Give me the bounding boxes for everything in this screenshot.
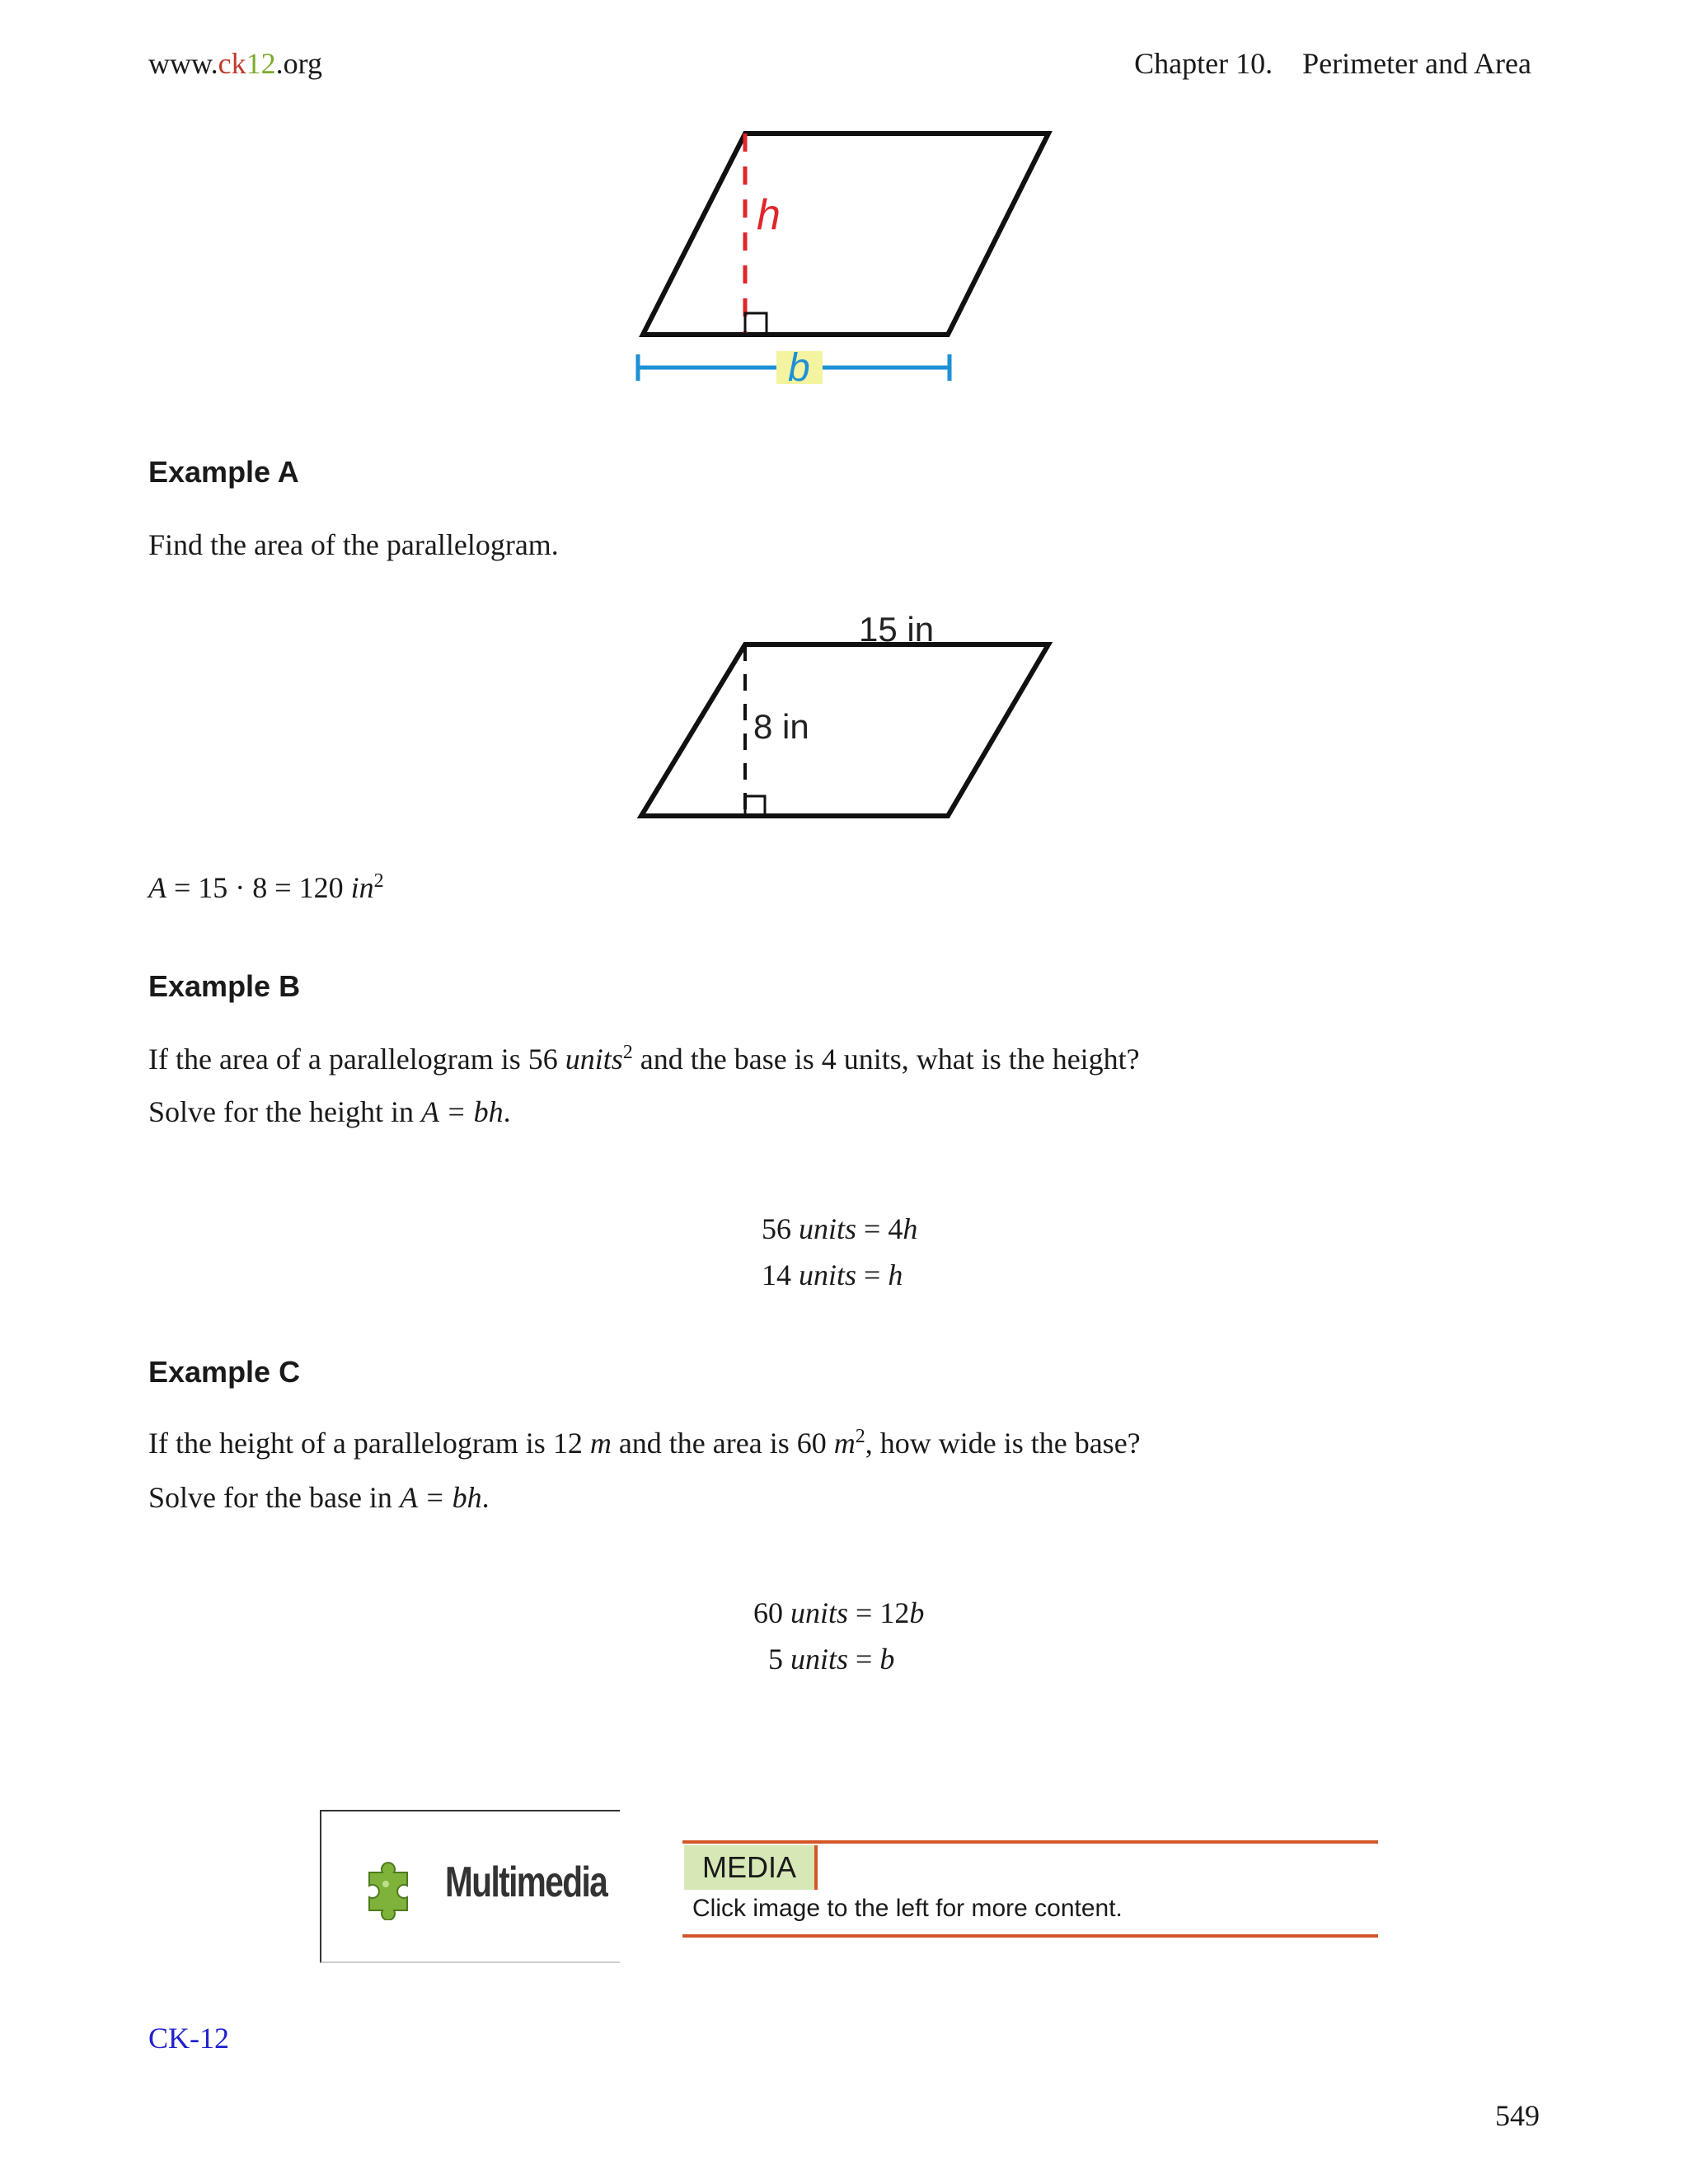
chapter-title: Chapter 10. Perimeter and Area — [1134, 47, 1531, 80]
number: 5 — [768, 1643, 790, 1675]
unit-text: units — [565, 1043, 623, 1076]
parallelogram-shape — [643, 134, 1048, 335]
equals-part: = — [856, 1258, 889, 1291]
multimedia-thumb-text: Multimedia — [445, 1858, 607, 1906]
example-b-equation-1 — [762, 1212, 917, 1246]
text-run: . — [481, 1481, 490, 1514]
top-side-label: 15 in — [859, 610, 935, 649]
variable: h — [903, 1212, 918, 1245]
text-run: Solve for the height in — [148, 1095, 421, 1128]
parallelogram-figure-general — [626, 124, 1055, 396]
unit-text: m — [589, 1427, 612, 1460]
equals-part: = 12 — [848, 1596, 910, 1629]
variable: b — [879, 1643, 895, 1675]
text-run: , how wide is the base? — [865, 1427, 1141, 1460]
text-run: . — [503, 1095, 511, 1128]
number: 56 — [762, 1212, 799, 1245]
site-prefix: www. — [148, 47, 218, 80]
example-b-line2 — [148, 1094, 511, 1129]
equals-part: = — [848, 1643, 880, 1675]
example-c-line1 — [148, 1426, 1141, 1460]
formula: A = bh — [420, 1095, 504, 1128]
exponent: 2 — [622, 1042, 633, 1063]
unit-text: units — [799, 1212, 857, 1245]
page-number: 549 — [1495, 2099, 1540, 2132]
text-run: Solve for the base in — [148, 1481, 400, 1514]
number: 14 — [762, 1258, 799, 1291]
example-b-equation-2 — [762, 1258, 903, 1292]
footer-ck12-link[interactable]: CK-12 — [148, 2022, 229, 2055]
multimedia-thumbnail-link[interactable] — [320, 1810, 620, 1963]
site-12: 12 — [246, 47, 276, 80]
unit-text: units — [790, 1596, 849, 1629]
example-c-line2 — [148, 1480, 490, 1515]
answer-expression: = 15 · 8 = 120 — [166, 871, 351, 904]
site-suffix: .org — [275, 47, 322, 80]
right-angle-marker — [745, 313, 767, 335]
text-run: and the area is 60 — [611, 1427, 834, 1460]
text-run: If the height of a parallelogram is 12 — [148, 1427, 590, 1460]
puzzle-icon — [361, 1856, 425, 1920]
area-symbol: A — [148, 871, 166, 904]
example-b-heading: Example B — [148, 969, 301, 1003]
example-a-prompt: Find the area of the parallelogram. — [148, 528, 559, 561]
media-caption: Click image to the left for more content. — [692, 1895, 1123, 1922]
height-value-label: 8 in — [753, 707, 809, 746]
equals-part: = 4 — [856, 1212, 903, 1245]
unit-text: units — [790, 1643, 849, 1675]
height-label: h — [757, 191, 781, 239]
unit-text: m — [833, 1427, 856, 1460]
unit-text: units — [799, 1258, 857, 1291]
exponent: 2 — [855, 1426, 865, 1447]
answer-exponent: 2 — [373, 870, 384, 892]
answer-unit: in — [350, 871, 374, 904]
site-url[interactable] — [148, 46, 322, 81]
variable: h — [888, 1258, 903, 1291]
example-a-answer — [148, 870, 384, 905]
media-box[interactable] — [682, 1840, 1378, 1938]
site-ck: ck — [218, 47, 246, 80]
example-c-heading: Example C — [148, 1355, 301, 1389]
right-angle-marker — [745, 796, 765, 816]
example-c-equation-2 — [768, 1642, 894, 1676]
number: 60 — [753, 1596, 790, 1629]
parallelogram-shape — [641, 644, 1048, 816]
example-b-line1 — [148, 1042, 1140, 1076]
text-run: If the area of a parallelogram is 56 — [148, 1043, 565, 1076]
base-label: b — [788, 346, 810, 390]
example-c-equation-1 — [753, 1596, 924, 1630]
formula: A = bh — [399, 1481, 482, 1514]
example-a-heading: Example A — [148, 455, 299, 489]
text-run: and the base is 4 units, what is the height? — [632, 1043, 1140, 1076]
parallelogram-figure-example-a — [626, 595, 1055, 826]
variable: b — [909, 1596, 925, 1629]
media-label: MEDIA — [684, 1845, 818, 1890]
